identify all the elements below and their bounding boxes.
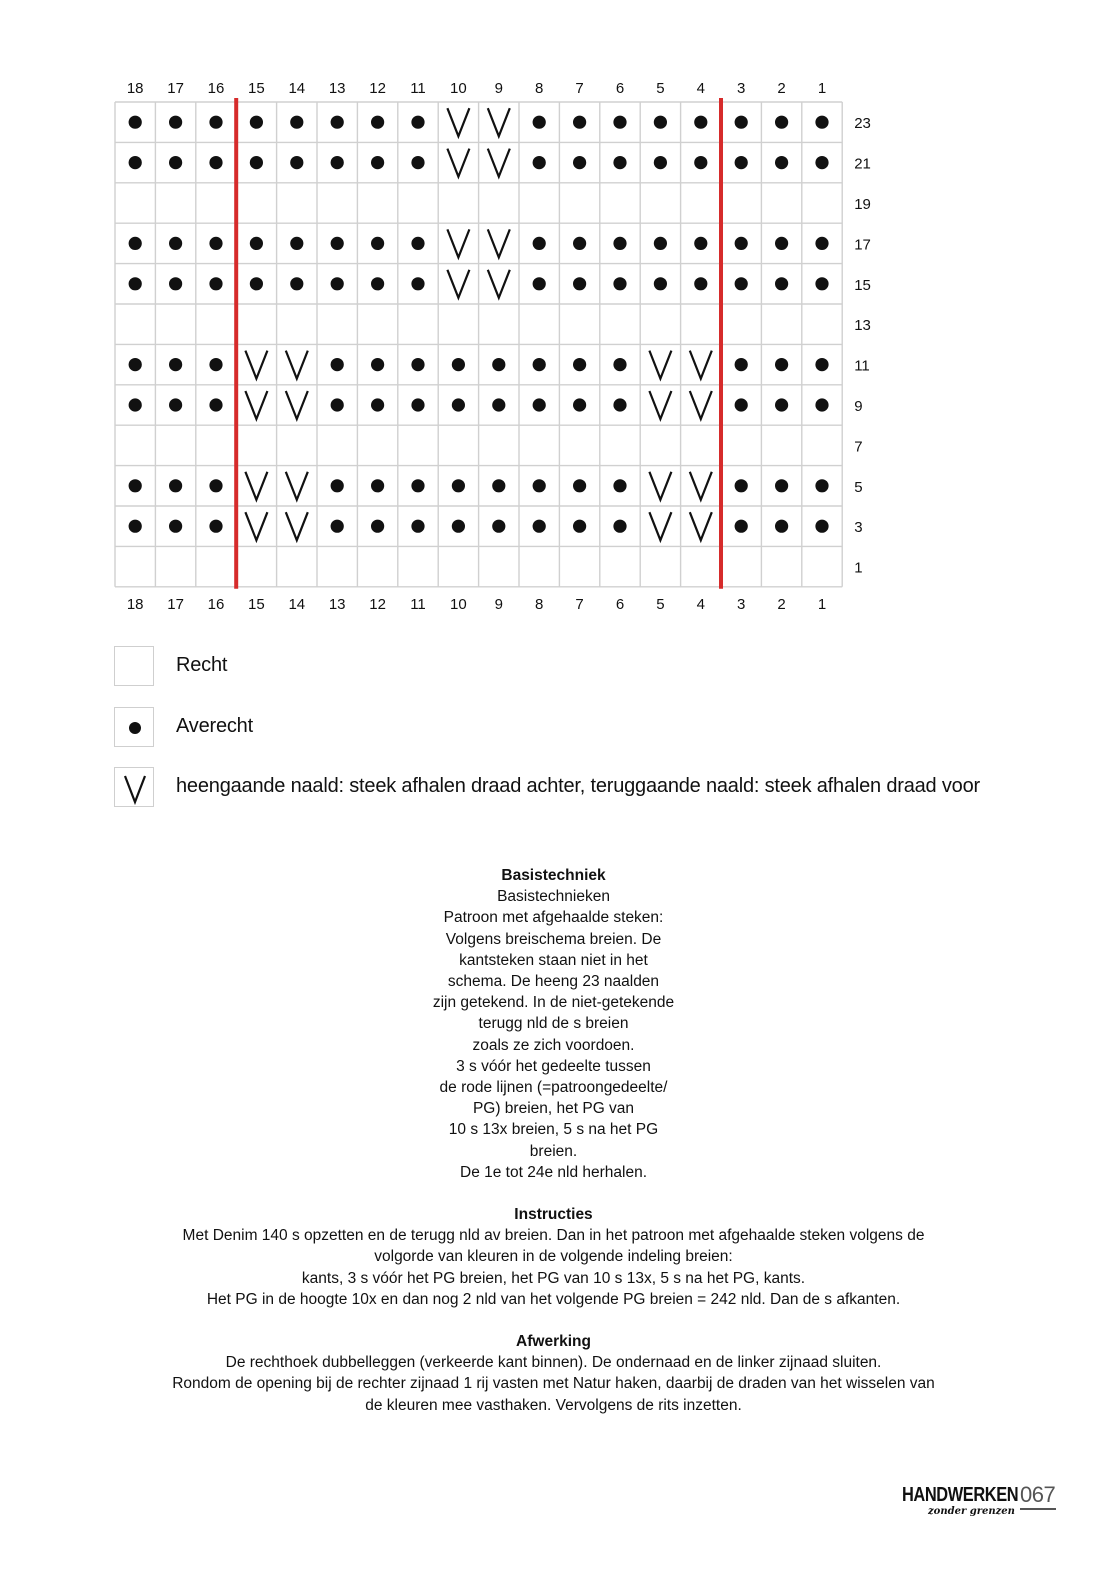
section-body [0, 1352, 1107, 1416]
text-line: zijn getekend. In de niet-getekende [432, 994, 675, 1012]
text-line: volgorde van kleuren in de volgende indeling breien: [374, 1248, 733, 1266]
purl-stitch-mark [169, 156, 182, 169]
purl-stitch-mark [775, 156, 788, 169]
row-number: 1 [854, 559, 863, 577]
purl-stitch-mark [331, 479, 344, 492]
column-number-bottom: 1 [817, 595, 827, 613]
purl-stitch-mark [331, 237, 344, 250]
purl-stitch-mark [209, 520, 222, 533]
legend-label-slip: heengaande naald: steek afhalen draad achter, teruggaande naald: steek afhalen draad voor [176, 775, 980, 797]
purl-stitch-mark [371, 156, 384, 169]
text-line: Patroon met afgehaalde steken: [443, 909, 664, 927]
purl-stitch-mark [452, 398, 465, 411]
column-number-top: 13 [328, 80, 346, 97]
purl-stitch-mark [694, 116, 707, 129]
purl-stitch-mark [573, 358, 586, 371]
purl-stitch-mark [209, 277, 222, 290]
legend-label-knit: Recht [176, 654, 228, 676]
purl-stitch-mark [815, 398, 828, 411]
text-line: zoals ze zich voordoen. [472, 1036, 635, 1054]
purl-stitch-mark [371, 277, 384, 290]
purl-stitch-mark [452, 358, 465, 371]
slip-stitch-mark [245, 391, 267, 419]
section-afwerking [0, 1331, 1107, 1416]
column-number-top: 3 [737, 80, 746, 97]
purl-stitch-mark [573, 116, 586, 129]
knitting-chart [0, 0, 1107, 620]
text-line: PG) breien, het PG van [472, 1100, 635, 1118]
column-number-top: 14 [288, 80, 306, 97]
column-number-bottom: 12 [369, 595, 386, 613]
purl-stitch-mark [169, 520, 182, 533]
slip-stitch-mark [488, 149, 510, 177]
purl-stitch-mark [775, 398, 788, 411]
column-number-top: 2 [777, 80, 786, 97]
text-line: schema. De heeng 23 naalden [447, 973, 660, 991]
purl-stitch-mark [331, 358, 344, 371]
purl-stitch-mark [775, 277, 788, 290]
purl-stitch-mark [250, 237, 263, 250]
purl-stitch-mark [290, 156, 303, 169]
row-number: 11 [854, 357, 870, 375]
purl-stitch-mark [129, 398, 142, 411]
slip-stitch-mark [488, 108, 510, 136]
text-line: kantsteken staan niet in het [459, 951, 648, 969]
row-number: 5 [854, 478, 863, 496]
column-number-top: 15 [248, 80, 265, 97]
purl-stitch-mark [129, 520, 142, 533]
purl-stitch-mark [694, 277, 707, 290]
purl-stitch-mark [452, 479, 465, 492]
slip-stitch-mark [447, 149, 469, 177]
purl-stitch-mark [533, 358, 546, 371]
section-instructies [0, 1204, 1107, 1310]
text-line: Volgens breischema breien. De [445, 930, 662, 948]
column-number-top: 8 [535, 80, 544, 97]
row-number: 9 [854, 398, 863, 415]
column-number-bottom: 8 [535, 595, 544, 613]
purl-stitch-mark [371, 479, 384, 492]
row-number: 7 [854, 438, 863, 456]
legend-label-purl: Averecht [176, 715, 253, 737]
purl-stitch-mark [694, 237, 707, 250]
purl-stitch-mark [129, 156, 142, 169]
slip-stitch-mark [245, 472, 267, 500]
purl-stitch-mark [411, 237, 424, 250]
purl-stitch-mark [775, 237, 788, 250]
column-number-bottom: 14 [288, 595, 306, 613]
purl-stitch-mark [492, 479, 505, 492]
purl-symbol-icon [114, 707, 154, 747]
purl-stitch-mark [775, 116, 788, 129]
purl-stitch-mark [775, 479, 788, 492]
slip-stitch-mark [649, 472, 671, 500]
column-number-bottom: 2 [777, 595, 786, 613]
purl-stitch-mark [169, 358, 182, 371]
purl-stitch-mark [331, 520, 344, 533]
column-number-top: 16 [207, 80, 225, 97]
purl-stitch-mark [815, 479, 828, 492]
column-number-bottom: 13 [328, 595, 346, 613]
purl-stitch-mark [371, 520, 384, 533]
purl-stitch-mark [129, 277, 142, 290]
purl-stitch-mark [371, 398, 384, 411]
slip-stitch-mark [447, 229, 469, 257]
purl-stitch-mark [775, 358, 788, 371]
column-number-bottom: 7 [575, 595, 584, 613]
purl-stitch-mark [533, 156, 546, 169]
purl-stitch-mark [735, 237, 748, 250]
purl-stitch-mark [209, 358, 222, 371]
purl-stitch-mark [209, 237, 222, 250]
purl-stitch-mark [613, 156, 626, 169]
slip-stitch-mark [488, 229, 510, 257]
purl-stitch-mark [290, 116, 303, 129]
purl-stitch-mark [815, 156, 828, 169]
column-number-bottom: 3 [737, 595, 746, 613]
purl-stitch-mark [169, 479, 182, 492]
column-number-top: 18 [126, 80, 144, 97]
purl-stitch-mark [492, 520, 505, 533]
purl-stitch-mark [371, 358, 384, 371]
slip-stitch-mark [286, 391, 308, 419]
text-line: breien. [529, 1142, 578, 1160]
slip-stitch-mark [488, 270, 510, 298]
purl-stitch-mark [129, 479, 142, 492]
purl-stitch-mark [815, 277, 828, 290]
purl-stitch-mark [209, 116, 222, 129]
purl-stitch-mark [169, 277, 182, 290]
purl-stitch-mark [654, 116, 667, 129]
section-heading: Afwerking [516, 1333, 591, 1350]
column-number-top: 11 [410, 80, 426, 97]
column-number-top: 9 [494, 80, 503, 97]
purl-stitch-mark [411, 520, 424, 533]
purl-stitch-mark [209, 398, 222, 411]
purl-stitch-mark [371, 116, 384, 129]
slip-stitch-mark [245, 512, 267, 540]
purl-stitch-mark [169, 116, 182, 129]
column-number-bottom: 18 [126, 595, 144, 613]
purl-stitch-mark [411, 116, 424, 129]
column-number-bottom: 5 [656, 595, 665, 613]
purl-stitch-mark [613, 358, 626, 371]
row-number: 17 [854, 236, 871, 254]
purl-stitch-mark [411, 479, 424, 492]
text-line: 10 s 13x breien, 5 s na het PG [448, 1121, 659, 1139]
slip-stitch-mark [690, 512, 712, 540]
column-number-bottom: 4 [696, 595, 705, 613]
brand-name: HANDWERKEN [902, 1484, 1019, 1506]
slip-stitch-mark [690, 391, 712, 419]
text-line: Basistechnieken [497, 888, 610, 906]
column-number-bottom: 6 [615, 595, 625, 613]
purl-stitch-mark [533, 520, 546, 533]
row-number: 15 [854, 276, 871, 294]
slip-stitch-mark [286, 472, 308, 500]
text-line: De 1e tot 24e nld herhalen. [460, 1163, 647, 1181]
purl-stitch-mark [815, 358, 828, 371]
column-number-bottom: 17 [167, 595, 184, 613]
purl-stitch-mark [533, 277, 546, 290]
row-number: 19 [854, 196, 871, 213]
section-body [0, 1225, 1107, 1310]
text-line: Het PG in de hoogte 10x en dan nog 2 nld van het volgende PG breien = 242 nld. Dan de s afkanten. [206, 1290, 901, 1308]
slip-stitch-mark [286, 351, 308, 379]
slip-stitch-symbol-icon [114, 767, 154, 807]
text-line: de kleuren mee vasthaken. Vervolgens de rits inzetten. [365, 1396, 742, 1414]
purl-stitch-mark [735, 116, 748, 129]
purl-stitch-mark [573, 520, 586, 533]
column-number-bottom: 15 [248, 595, 265, 613]
column-number-bottom: 11 [410, 595, 426, 613]
row-number: 23 [854, 115, 871, 133]
column-number-bottom: 10 [450, 595, 467, 613]
purl-stitch-mark [613, 520, 626, 533]
purl-stitch-mark [735, 156, 748, 169]
purl-stitch-mark [694, 156, 707, 169]
column-number-top: 1 [817, 80, 827, 97]
purl-stitch-mark [290, 237, 303, 250]
purl-stitch-mark [250, 156, 263, 169]
knit-symbol-icon [114, 646, 154, 686]
purl-stitch-mark [613, 116, 626, 129]
purl-stitch-mark [573, 277, 586, 290]
purl-stitch-mark [573, 237, 586, 250]
purl-stitch-mark [331, 156, 344, 169]
purl-stitch-mark [815, 520, 828, 533]
slip-stitch-mark [649, 391, 671, 419]
purl-stitch-mark [533, 398, 546, 411]
purl-stitch-mark [735, 520, 748, 533]
purl-stitch-mark [411, 156, 424, 169]
purl-stitch-mark [654, 156, 667, 169]
purl-stitch-mark [815, 237, 828, 250]
text-line: kants, 3 s vóór het PG breien, het PG van 10 s 13x, 5 s na het PG, kants. [301, 1269, 806, 1287]
row-number: 21 [854, 155, 871, 173]
purl-stitch-mark [735, 277, 748, 290]
purl-stitch-mark [613, 277, 626, 290]
slip-stitch-mark [649, 512, 671, 540]
purl-stitch-mark [573, 398, 586, 411]
purl-stitch-mark [492, 398, 505, 411]
purl-stitch-mark [331, 398, 344, 411]
purl-stitch-mark [613, 237, 626, 250]
row-number: 13 [854, 317, 871, 335]
purl-stitch-mark [533, 237, 546, 250]
purl-stitch-mark [775, 520, 788, 533]
column-number-top: 10 [450, 80, 467, 97]
brand-logo [902, 1482, 1062, 1522]
purl-stitch-mark [815, 116, 828, 129]
purl-stitch-mark [411, 398, 424, 411]
column-number-top: 4 [696, 80, 705, 97]
slip-stitch-mark [286, 512, 308, 540]
text-line: 3 s vóór het gedeelte tussen [456, 1057, 651, 1075]
purl-stitch-mark [290, 277, 303, 290]
row-number: 3 [854, 519, 863, 537]
column-number-top: 6 [615, 80, 625, 97]
purl-stitch-mark [654, 277, 667, 290]
text-line: Rondom de opening bij de rechter zijnaad 1 rij vasten met Natur haken, daarbij de draden van het wisselen van [172, 1375, 935, 1393]
section-body [0, 886, 1107, 1183]
text-line: terugg nld de s breien [478, 1015, 629, 1033]
slip-stitch-mark [690, 472, 712, 500]
purl-stitch-mark [613, 479, 626, 492]
text-line: De rechthoek dubbelleggen (verkeerde kant binnen). De ondernaad en de linker zijnaad sluiten. [225, 1354, 882, 1372]
slip-stitch-mark [649, 351, 671, 379]
purl-stitch-mark [411, 277, 424, 290]
section-heading: Instructies [514, 1206, 593, 1223]
text-line: de rode lijnen (=patroongedeelte/ [439, 1079, 668, 1097]
purl-stitch-mark [129, 237, 142, 250]
purl-stitch-mark [735, 479, 748, 492]
purl-stitch-mark [654, 237, 667, 250]
column-number-bottom: 9 [494, 595, 503, 613]
purl-stitch-mark [331, 116, 344, 129]
slip-stitch-mark [447, 270, 469, 298]
purl-stitch-mark [169, 237, 182, 250]
column-number-bottom: 16 [207, 595, 225, 613]
purl-stitch-mark [735, 398, 748, 411]
section-basistechniek [0, 865, 1107, 1183]
purl-stitch-mark [492, 358, 505, 371]
column-number-top: 17 [167, 80, 184, 97]
purl-stitch-mark [452, 520, 465, 533]
purl-stitch-mark [209, 479, 222, 492]
purl-stitch-mark [411, 358, 424, 371]
purl-stitch-mark [573, 156, 586, 169]
column-number-top: 7 [575, 80, 584, 97]
slip-stitch-mark [447, 108, 469, 136]
purl-stitch-mark [129, 358, 142, 371]
purl-stitch-mark [735, 358, 748, 371]
purl-stitch-mark [533, 479, 546, 492]
purl-stitch-mark [209, 156, 222, 169]
purl-stitch-mark [331, 277, 344, 290]
column-number-top: 5 [656, 80, 665, 97]
purl-stitch-mark [250, 116, 263, 129]
brand-tagline: zonder grenzen [928, 1506, 1015, 1517]
purl-stitch-mark [250, 277, 263, 290]
purl-stitch-mark [573, 479, 586, 492]
text-line: Met Denim 140 s opzetten en de terugg nld av breien. Dan in het patroon met afgehaalde steken volgens de [182, 1227, 925, 1245]
page-number: 067 [1020, 1482, 1056, 1507]
section-heading: Basistechniek [501, 867, 606, 884]
purl-stitch-mark [613, 398, 626, 411]
purl-stitch-mark [129, 116, 142, 129]
purl-stitch-mark [169, 398, 182, 411]
page-number-underline [1020, 1508, 1056, 1510]
slip-stitch-mark [690, 351, 712, 379]
slip-stitch-mark [245, 351, 267, 379]
column-number-top: 12 [369, 80, 386, 97]
purl-stitch-mark [533, 116, 546, 129]
purl-stitch-mark [371, 237, 384, 250]
